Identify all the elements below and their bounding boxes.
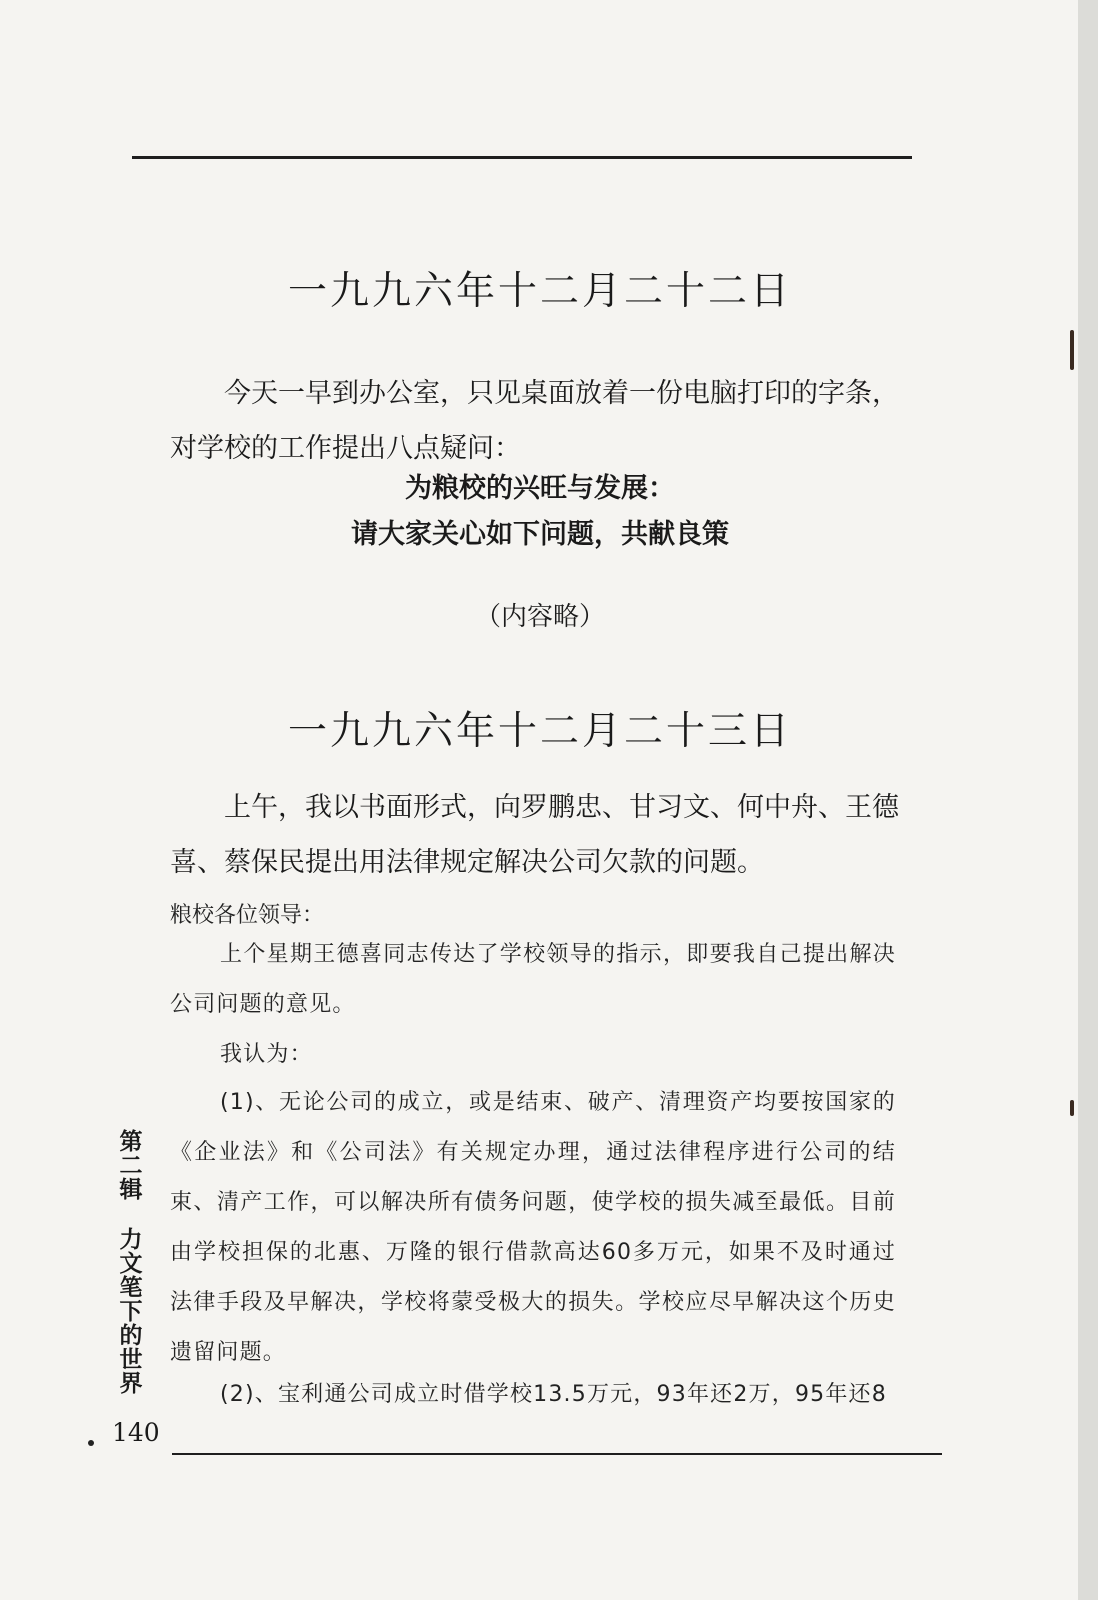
page-number: 140 (112, 1418, 160, 1447)
margin-series: 第二辑 (119, 1129, 143, 1203)
margin-book-title: 力文笔下的世界 (119, 1227, 143, 1397)
letter-salutation: 粮校各位领导： (170, 903, 325, 928)
notice-title-line-1: 为粮校的兴旺与发展： (405, 473, 675, 504)
letter-paragraph-2: 我认为： (220, 1042, 313, 1067)
margin-label (116, 1130, 146, 1396)
footer-rule (172, 1453, 942, 1455)
entry1-paragraph: 今天一早到办公室，只见桌面放着一份电脑打印的字条，对学校的工作提出八点疑问： (170, 378, 899, 464)
notice-title-line-2: 请大家关心如下问题，共献良策 (351, 519, 729, 550)
header-rule (132, 156, 912, 159)
letter-paragraph-1: 上个星期王德喜同志传达了学校领导的指示，即要我自己提出解决公司问题的意见。 (170, 942, 896, 1017)
scan-mark-1 (1070, 330, 1074, 370)
date-heading-2: 一九九六年十二月二十三日 (287, 709, 792, 754)
date-heading-1: 一九九六年十二月二十二日 (287, 269, 792, 314)
letter-paragraph-4: (2)、宝利通公司成立时借学校13.5万元，93年还2万，95年还8 (220, 1382, 887, 1407)
page-dot-mark (88, 1440, 94, 1446)
scan-mark-2 (1070, 1100, 1074, 1116)
entry2-paragraph: 上午，我以书面形式，向罗鹏忠、甘习文、何中舟、王德喜、蔡保民提出用法律规定解决公司欠款的问题。 (170, 792, 899, 878)
letter-paragraph-3: (1)、无论公司的成立，或是结束、破产、清理资产均要按国家的《企业法》和《公司法》有关规定办理，通过法律程序进行公司的结束、清产工作，可以解决所有债务问题，使学校的损失减至最低。目前由学校担保的北惠、万隆的银行借款高达60多万元，如果不及时通过法律手段及早解决，学校将蒙受极大的损失。学校应尽早解决这个历史遗留问题。 (170, 1090, 896, 1365)
scan-edge (1078, 0, 1098, 1600)
content-omitted-note: （内容略） (474, 602, 605, 632)
